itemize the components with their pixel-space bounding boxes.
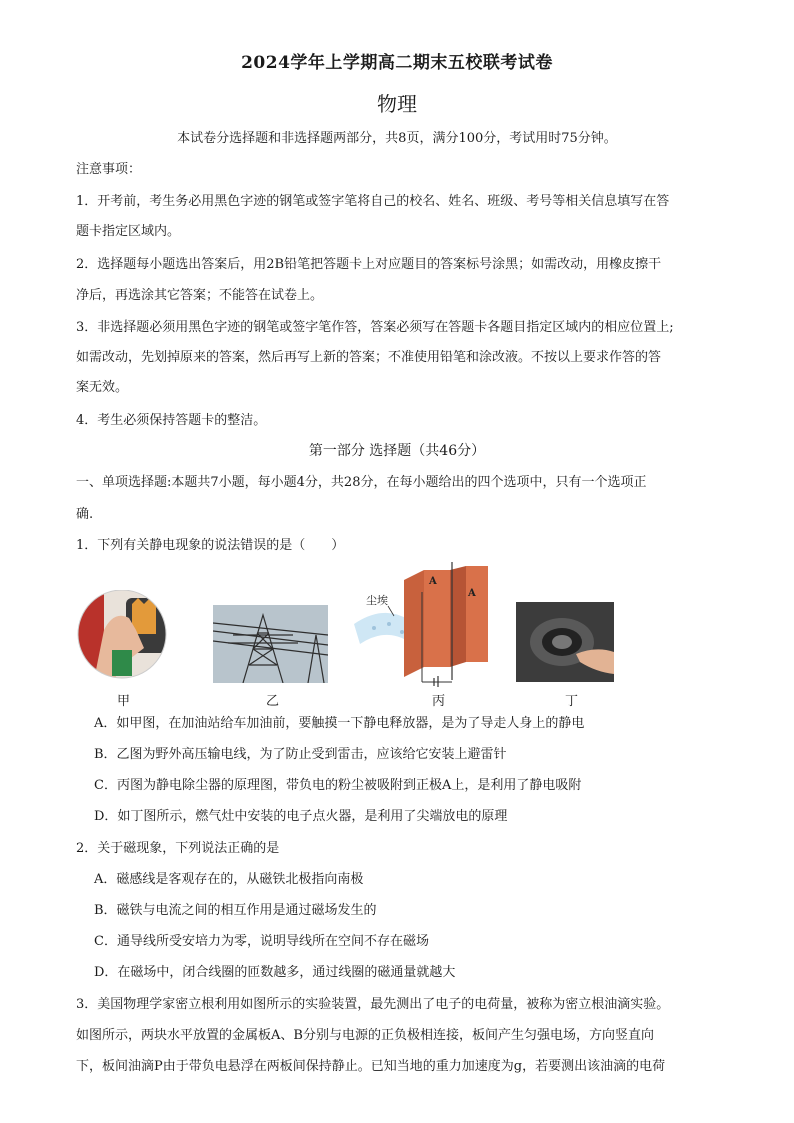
section-heading: 第一部分 选择题（共46分） — [308, 443, 486, 459]
notice-line: 案无效。 — [76, 380, 129, 395]
figure-caption: 乙 — [266, 694, 280, 709]
plate-a-label: A — [429, 576, 437, 587]
notice-line: 1．开考前，考生务必用黑色字迹的钢笔或签字笔将自己的校名、姓名、班级、考号等相关信息填写在答 — [76, 194, 670, 209]
figure-jia — [74, 590, 174, 684]
notice-heading: 注意事项： — [76, 162, 142, 177]
notice-line: 2．选择题每小题选出答案后，用2B铅笔把答题卡上对应题目的答案标号涂黑；如需改动，用橡皮擦干 — [76, 257, 662, 272]
question-2-option: A．磁感线是客观存在的，从磁铁北极指向南极 — [94, 872, 364, 887]
notice-line: 3．非选择题必须用黑色字迹的钢笔或签字笔作答，答案必须写在答题卡各题目指定区域内的相应位置上; — [76, 320, 674, 335]
question-2-option: D．在磁场中，闭合线圈的匝数越多，通过线圈的磁通量就越大 — [94, 965, 456, 980]
figure-yi — [213, 605, 328, 687]
question-2-stem: 2．关于磁现象，下列说法正确的是 — [76, 841, 280, 856]
figure-bing — [354, 562, 504, 691]
question-2-option: B．磁铁与电流之间的相互作用是通过磁场发生的 — [94, 903, 377, 918]
question-1-option: B．乙图为野外高压输电线，为了防止受到雷击，应该给它安装上避雷针 — [94, 747, 507, 762]
question-1-option: D．如丁图所示，燃气灶中安装的电子点火器，是利用了尖端放电的原理 — [94, 809, 508, 824]
question-3-text: 下，板间油滴P由于带负电悬浮在两板间保持静止。已知当地的重力加速度为g，若要测出该油滴的电荷 — [76, 1059, 666, 1074]
question-1-option: C．丙图为静电除尘器的原理图，带负电的粉尘被吸附到正极A上，是利用了静电吸附 — [94, 778, 582, 793]
subject-title: 物理 — [377, 92, 417, 116]
section-intro: 确. — [76, 507, 94, 522]
figure-caption: 丁 — [565, 694, 579, 709]
static-discharger-image — [74, 590, 174, 680]
plate-a-label: A — [468, 588, 476, 599]
question-1-stem: 1．下列有关静电现象的说法错误的是（ ） — [76, 538, 345, 553]
question-1-option: A．如甲图，在加油站给车加油前，要触摸一下静电释放器，是为了导走人身上的静电 — [94, 716, 585, 731]
question-3-text: 如图所示，两块水平放置的金属板A、B分别与电源的正负极相连接，板间产生匀强电场，方向竖直向 — [76, 1028, 654, 1043]
figure-ding — [516, 602, 614, 686]
notice-line: 如需改动，先划掉原来的答案，然后再写上新的答案；不准使用铅笔和涂改液。不按以上要求作答的答 — [76, 350, 662, 365]
figure-caption: 丙 — [432, 694, 446, 709]
exam-title: 2024学年上学期高二期末五校联考试卷 — [241, 53, 553, 73]
notice-line: 净后，再选涂其它答案；不能答在试卷上。 — [76, 288, 324, 303]
notice-line: 题卡指定区域内。 — [76, 224, 181, 239]
notice-line: 4．考生必须保持答题卡的整洁。 — [76, 413, 267, 428]
figure-caption: 甲 — [117, 694, 131, 709]
question-2-option: C．通导线所受安培力为零，说明导线所在空间不存在磁场 — [94, 934, 429, 949]
gas-stove-image — [516, 602, 614, 682]
question-3-text: 3．美国物理学家密立根利用如图所示的实验装置，最先测出了电子的电荷量，被称为密立根油滴实验。 — [76, 997, 670, 1012]
precipitator-diagram — [354, 562, 504, 687]
dust-label: 尘埃 — [366, 595, 388, 607]
power-tower-image — [213, 605, 328, 683]
section-intro: 一、单项选择题:本题共7小题，每小题4分，共28分，在每小题给出的四个选项中，只有一个选项正 — [76, 475, 647, 490]
exam-description: 本试卷分选择题和非选择题两部分，共8页，满分100分，考试用时75分钟。 — [177, 131, 617, 146]
